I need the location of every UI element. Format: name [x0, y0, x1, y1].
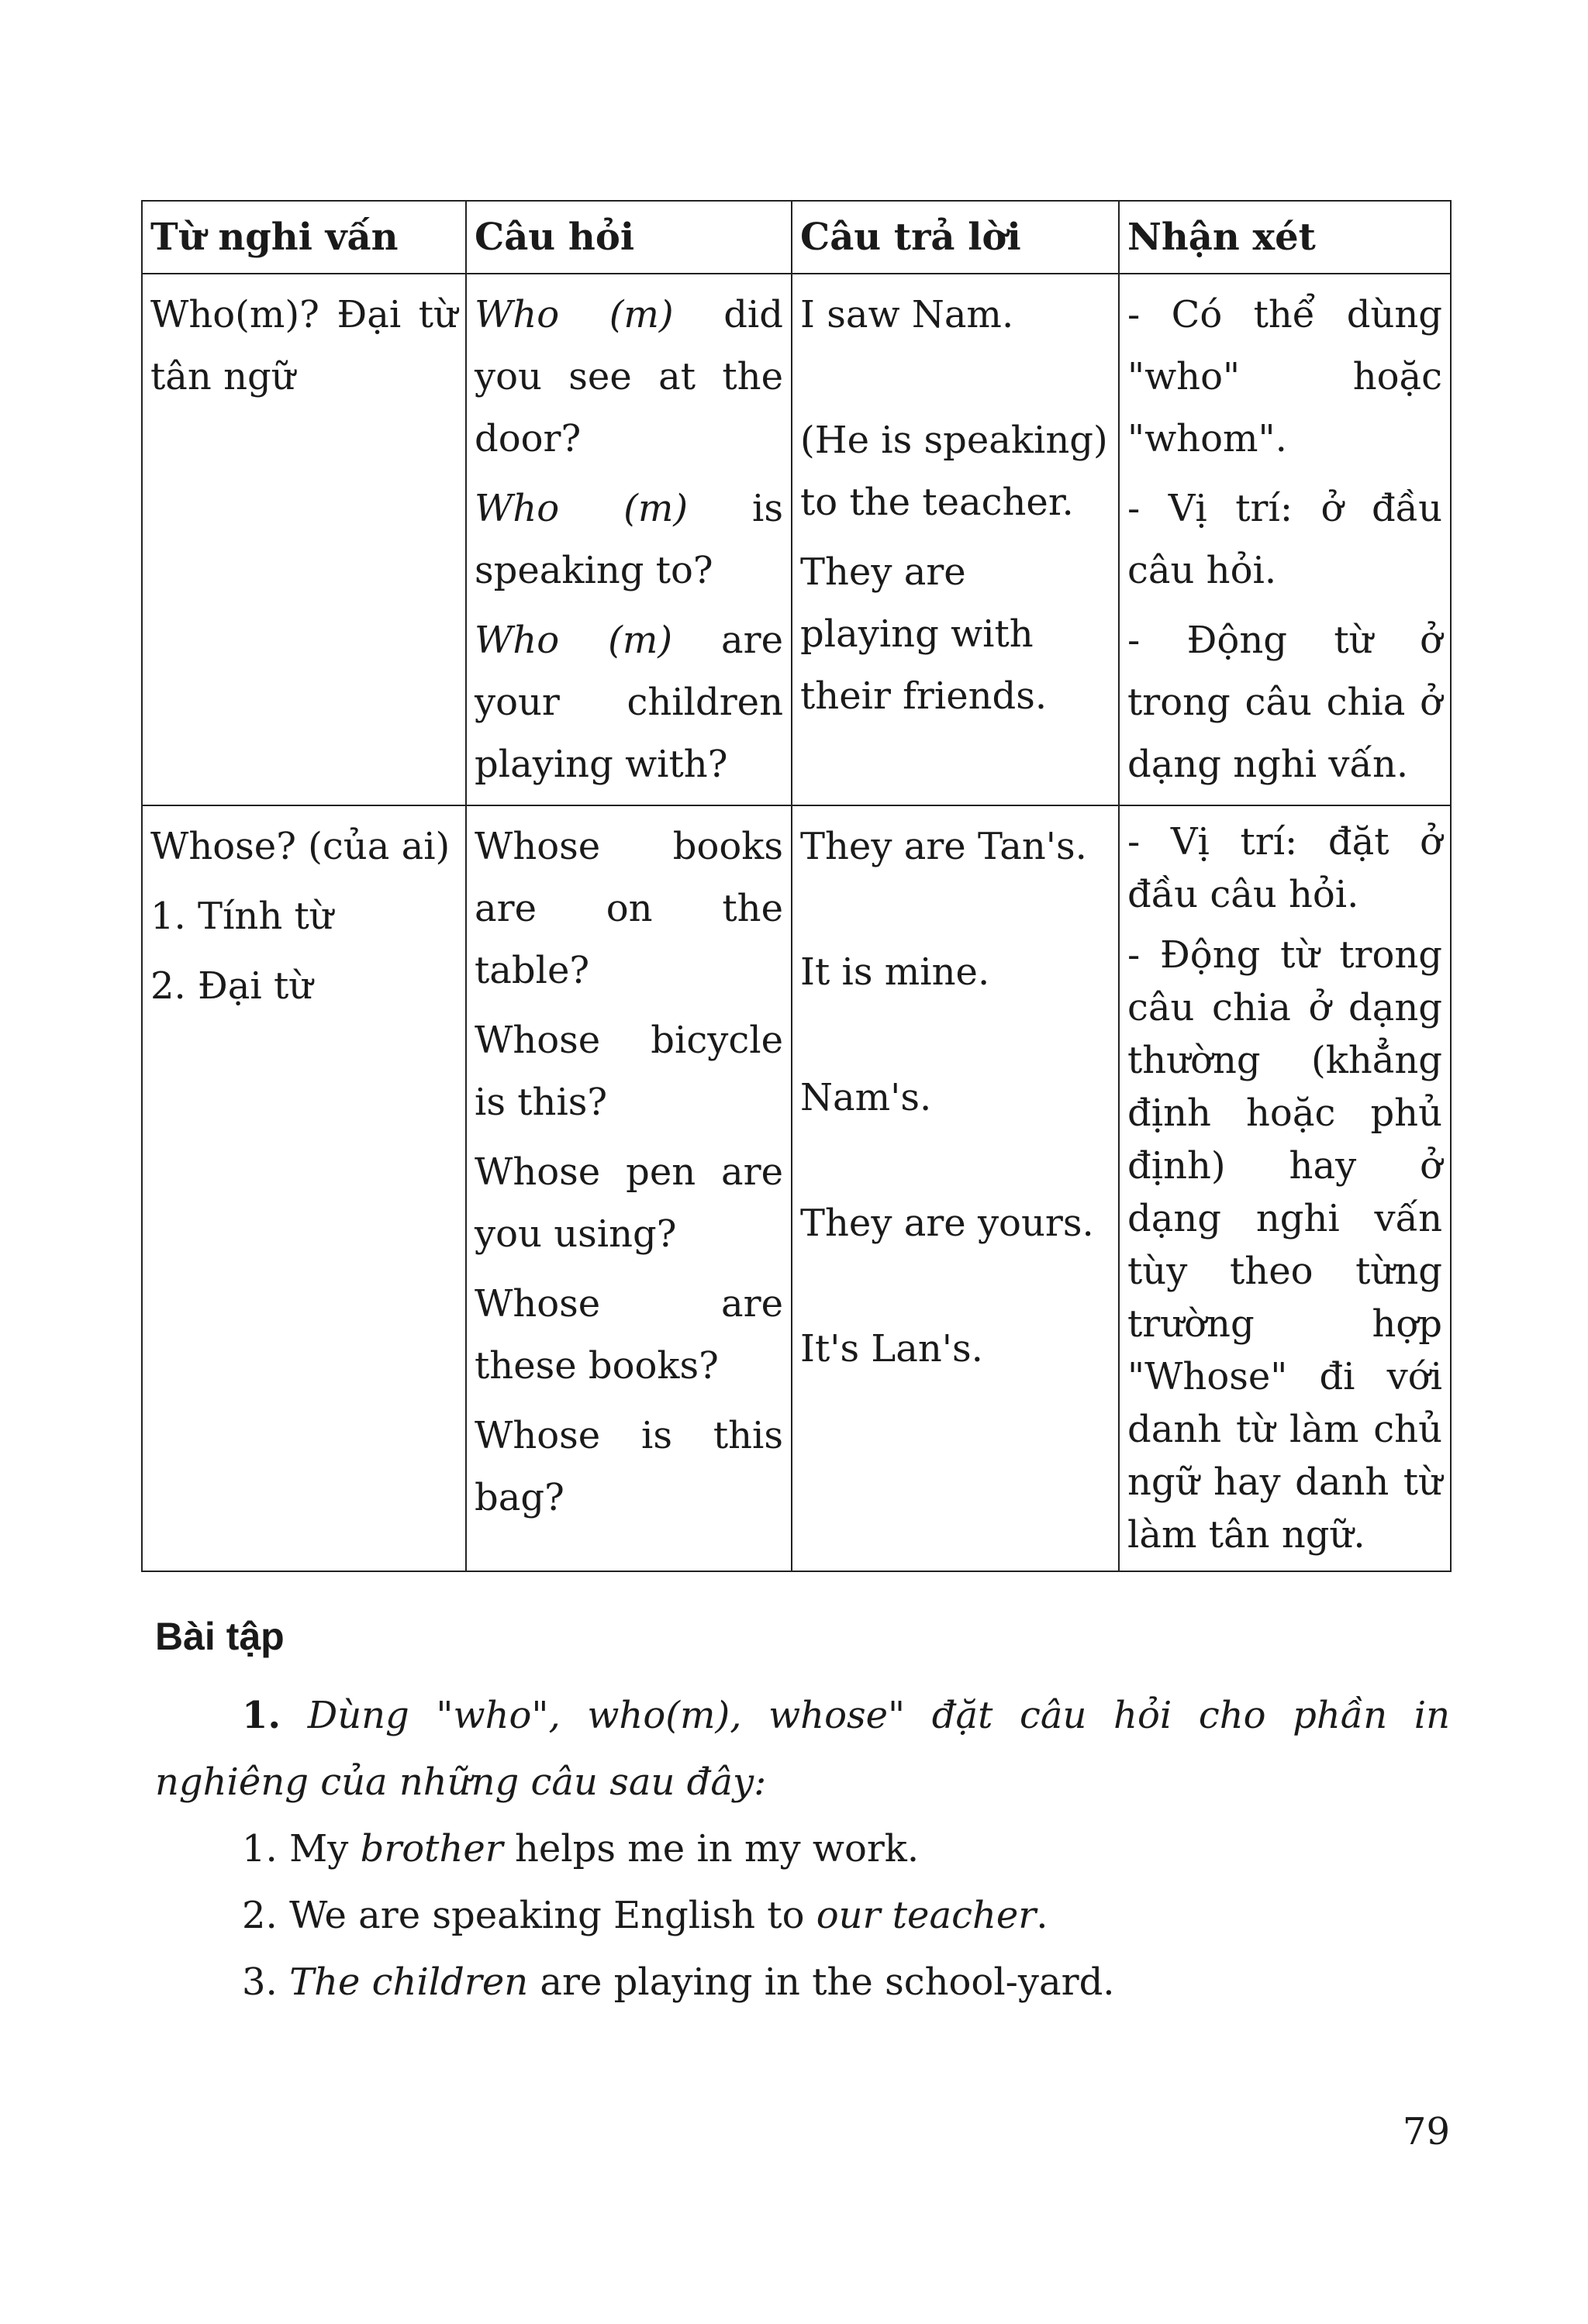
question-item: Whose are these books? — [475, 1282, 783, 1388]
exercise-heading: Bài tập — [155, 1615, 285, 1658]
question-item: Whose books are on the table? — [475, 825, 783, 992]
exercise-sentence: 1. My brother helps me in my work. — [242, 1827, 920, 1871]
answer-item: Nam's. — [800, 1076, 932, 1119]
cell-whose-notes — [1119, 805, 1451, 1571]
exercise-sentence: 2. We are speaking English to our teacher. — [242, 1894, 1048, 1937]
question-item: Whose bicycle is this? — [475, 1019, 783, 1124]
cell-whose-answers — [792, 805, 1119, 1571]
note-item: - Vị trí: ở đầu câu hỏi. — [1127, 487, 1442, 592]
header-answer: Câu trả lời — [792, 201, 1119, 274]
answer-item: I saw Nam. — [800, 293, 1014, 336]
note-item: - Vị trí: đặt ở đầu câu hỏi. — [1127, 820, 1442, 916]
table-header-row — [142, 201, 1451, 274]
cell-whom-answers — [792, 274, 1119, 805]
table-row-whose — [142, 805, 1451, 1571]
exercise-instruction: 1. Dùng "who", who(m), whose" đặt câu hỏi cho phần in nghiêng của những câu sau đây: — [155, 1694, 1450, 1804]
question-item: Who (m) did you see at the door? — [475, 293, 783, 460]
exercise-sentence: 3. The children are playing in the school-yard. — [242, 1960, 1115, 2004]
cell-whom-questions — [466, 274, 792, 805]
question-item: Who (m) is speaking to? — [475, 487, 783, 592]
grammar-table — [141, 200, 1452, 1572]
note-item: - Động từ ở trong câu chia ở dạng nghi vấn. — [1127, 619, 1442, 786]
cell-whose-questions — [466, 805, 792, 1571]
table-row-whom — [142, 274, 1451, 805]
note-item: - Động từ trong câu chia ở dạng thường (khẳng định hoặc phủ định) hay ở dạng nghi vấn tùy theo từng trường hợp "Whose" đi với danh từ làm chủ ngữ hay danh từ làm tân ngữ. — [1127, 933, 1442, 1557]
exercise-block — [155, 1682, 1450, 2015]
word-type-item: 2. Đại từ — [150, 964, 313, 1008]
answer-item: It is mine. — [800, 950, 990, 994]
word-type-item: 1. Tính từ — [150, 895, 333, 938]
question-item: Who (m) are your children playing with? — [475, 619, 783, 786]
interrogative-whom: Who(m)? Đại từ tân ngữ — [150, 293, 457, 398]
question-item: Whose pen are you using? — [475, 1150, 783, 1256]
answer-item: They are Tan's. — [800, 825, 1087, 868]
cell-whose-word — [142, 805, 466, 1571]
page-number: 79 — [1402, 2110, 1450, 2153]
question-item: Whose is this bag? — [475, 1414, 783, 1519]
interrogative-whose: Whose? (của ai) — [150, 825, 451, 868]
answer-item: They are playing with their friends. — [800, 550, 1048, 718]
answer-item: (He is speaking) to the teacher. — [800, 419, 1108, 524]
answer-item: They are yours. — [800, 1202, 1094, 1245]
answer-item: It's Lan's. — [800, 1327, 983, 1371]
note-item: - Có thể dùng "who" hoặc "whom". — [1127, 293, 1442, 460]
cell-whom-notes — [1119, 274, 1451, 805]
cell-whom-word — [142, 274, 466, 805]
header-interrogative: Từ nghi vấn — [142, 201, 466, 274]
header-remark: Nhận xét — [1119, 201, 1451, 274]
header-question: Câu hỏi — [466, 201, 792, 274]
